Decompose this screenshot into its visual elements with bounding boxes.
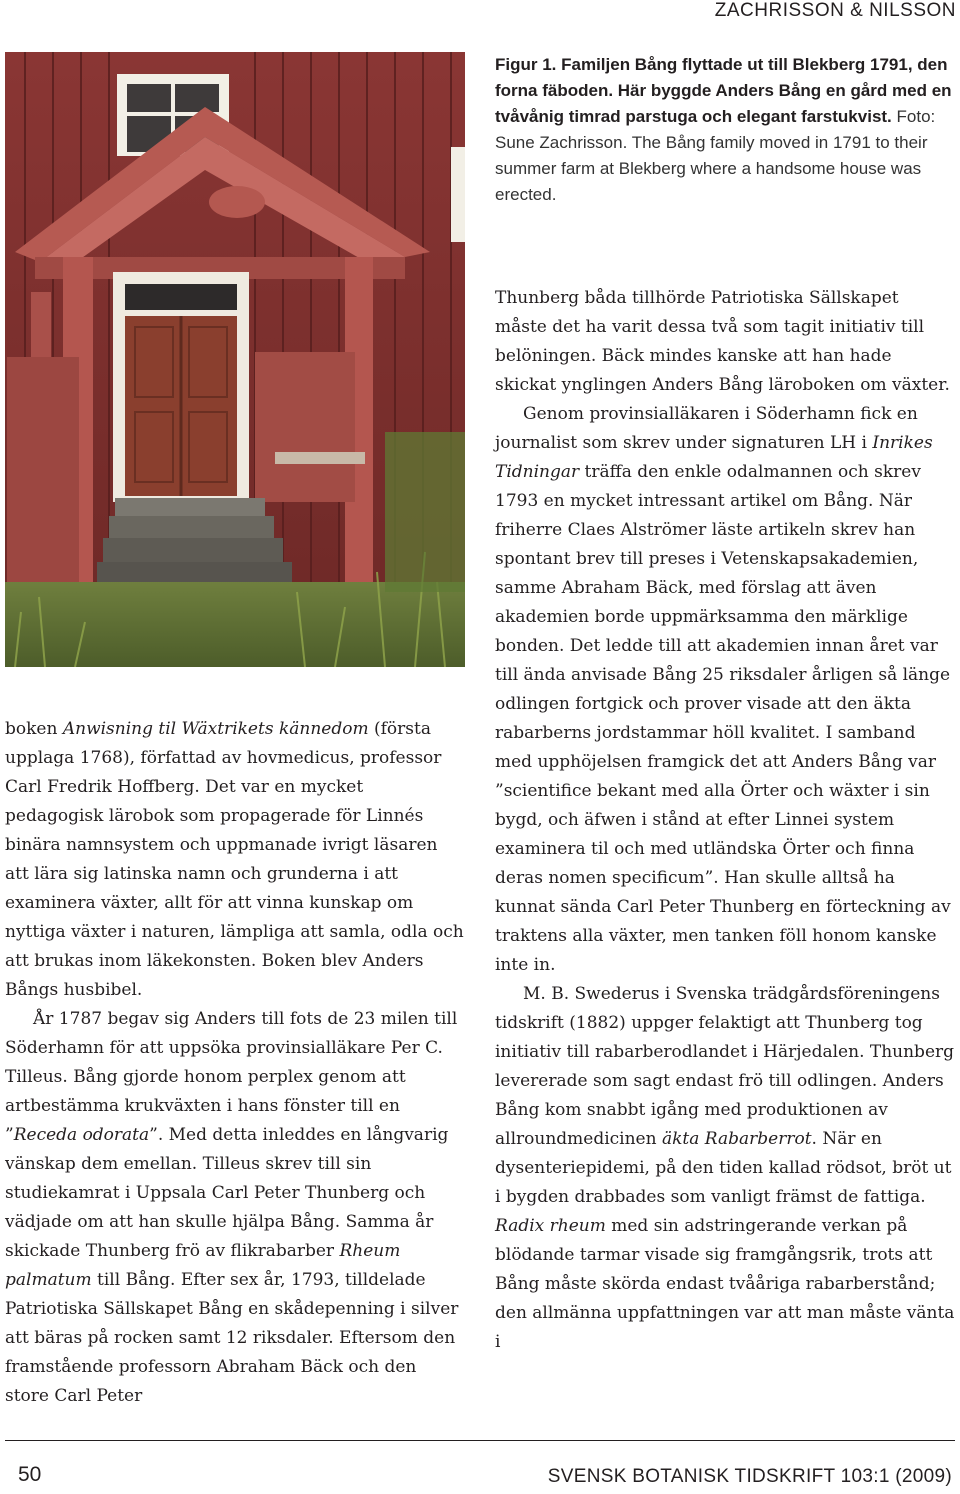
figure-caption <box>495 52 955 208</box>
text-run: Genom provinsialläkaren i Söderhamn fick en journalist som skrev under signaturen LH i <box>495 404 918 453</box>
right-paragraph-2 <box>495 400 955 980</box>
text-run: till Bång. Efter sex år, 1793, tilldelade Patriotiska Sällskapet Bång en skådepenning i silver att bäras på rocken samt 12 riksdaler. Eftersom den framstående professorn Abraham Bäck och den store Carl Peter <box>5 1270 459 1406</box>
right-paragraph-1: Thunberg båda tillhörde Patriotiska Sällskapet måste det ha varit dessa två som tagit initiativ till belöningen. Bäck mindes kanske att han hade skickat ynglingen Anders Bång läroboken om växter. <box>495 288 950 395</box>
italic-term: Radix rheum <box>495 1216 606 1236</box>
species-name: Receda odorata <box>13 1125 150 1145</box>
caption-credit: Foto: Sune Zachrisson. <box>495 107 936 152</box>
journal-name: Inrikes Tidningar <box>495 433 933 482</box>
running-head: ZACHRISSON & NILSSON <box>714 0 956 21</box>
caption-swedish: Figur 1. Familjen Bång flyttade ut till Blekberg 1791, den forna fäboden. Här byggde Anders Bång en gård med en tvåvånig timrad parstuga och elegant farstukvist. <box>495 55 952 126</box>
text-run: . När en dysenteriepidemi, på den tiden kallad rödsot, bröt ut i bygden drabbades som vanligt främst de fattiga. <box>495 1129 952 1207</box>
book-title: Anwisning til Wäxtrikets kännedom <box>62 719 369 739</box>
right-column <box>495 284 955 1357</box>
left-paragraph-1 <box>5 715 465 1005</box>
journal-footer: SVENSK BOTANISK TIDSKRIFT 103:1 (2009) <box>547 1466 952 1487</box>
left-column <box>5 715 465 1411</box>
caption-english: The Bång family moved in 1791 to their summer farm at Blekberg where a handsome house was erected. <box>495 133 928 204</box>
text-run: med sin adstringerande verkan på blödande tarmar visade sig framgångsrik, trots att Bång måste skörda endast tvååriga rabarberstånd; den allmänna uppfattningen var att man måste vänta i <box>495 1216 955 1352</box>
footer-rule <box>5 1440 955 1441</box>
species-name: Rheum palmatum <box>5 1241 401 1290</box>
text-run: M. B. Swederus i Svenska trädgårdsföreningens tidskrift (1882) uppger felaktigt att Thunberg tog initiativ till rabarberodlandet i Härjedalen. Thunberg levererade som sagt endast frö till odlingen. Anders Bång kom snabbt igång med produktionen av allroundmedicinen <box>495 984 955 1149</box>
text-run: År 1787 begav sig Anders till fots de 23 milen till Söderhamn för att uppsöka provinsialläkare Per C. Tilleus. Bång gjorde honom perplex genom att artbestämma krukväxten i hans fönster till en ” <box>5 1009 458 1145</box>
text-run: träffa den enkle odalmannen och skrev 1793 en mycket intressant artikel om Bång. När friherre Claes Alströmer läste artikeln skrev han spontant brev till preses i Vetenskapsakademien, samme Abraham Bäck, med förslag att även akademien borde uppmärksamma den märklige bonden. Det ledde till att akademien innan året var till ända anvisade Bång 25 riksdaler årligen så länge odlingen fortgick och prover visade att den äkta rabarberns jordstammar höll kvalitet. I samband med upphöjelsen framgick det att Anders Bång var ”scientifice bekant med alla Örter och wäxter i sin bygd, och äfwen i stånd at efter Linnei system examinera til och med utländska Örter och finna deras nomen specificum”. Han skulle alltså ha kunnat sända Carl Peter Thunberg en förteckning av traktens alla växter, men tanken föll honom kanske inte in. <box>495 462 951 975</box>
page-number: 50 <box>18 1463 42 1486</box>
italic-term: äkta Rabarberrot <box>661 1129 812 1149</box>
text-run: boken <box>5 719 63 739</box>
left-paragraph-2 <box>5 1005 465 1411</box>
text-run: ”. Med detta inleddes en långvarig vänskap dem emellan. Tilleus skrev till sin studiekamrat i Uppsala Carl Peter Thunberg och vädjade om att han skulle hjälpa Bång. Samma år skickade Thunberg frö av flikrabarber <box>5 1125 449 1261</box>
right-paragraph-3 <box>495 980 955 1357</box>
porch-illustration <box>5 52 465 667</box>
text-run: (första upplaga 1768), författad av hovmedicus, professor Carl Fredrik Hoffberg. Det var en mycket pedagogisk lärobok som propagerade för Linnés binära namnsystem och uppmanade ivrigt läsaren att lära sig latinska namn och grunderna i att examinera växter, allt för att vinna kunskap om nyttiga växter i naturen, lämpliga att samla, odla och att brukas inom läkekonsten. Boken blev Anders Bångs husbibel. <box>5 719 464 1000</box>
figure-photo <box>5 52 465 667</box>
